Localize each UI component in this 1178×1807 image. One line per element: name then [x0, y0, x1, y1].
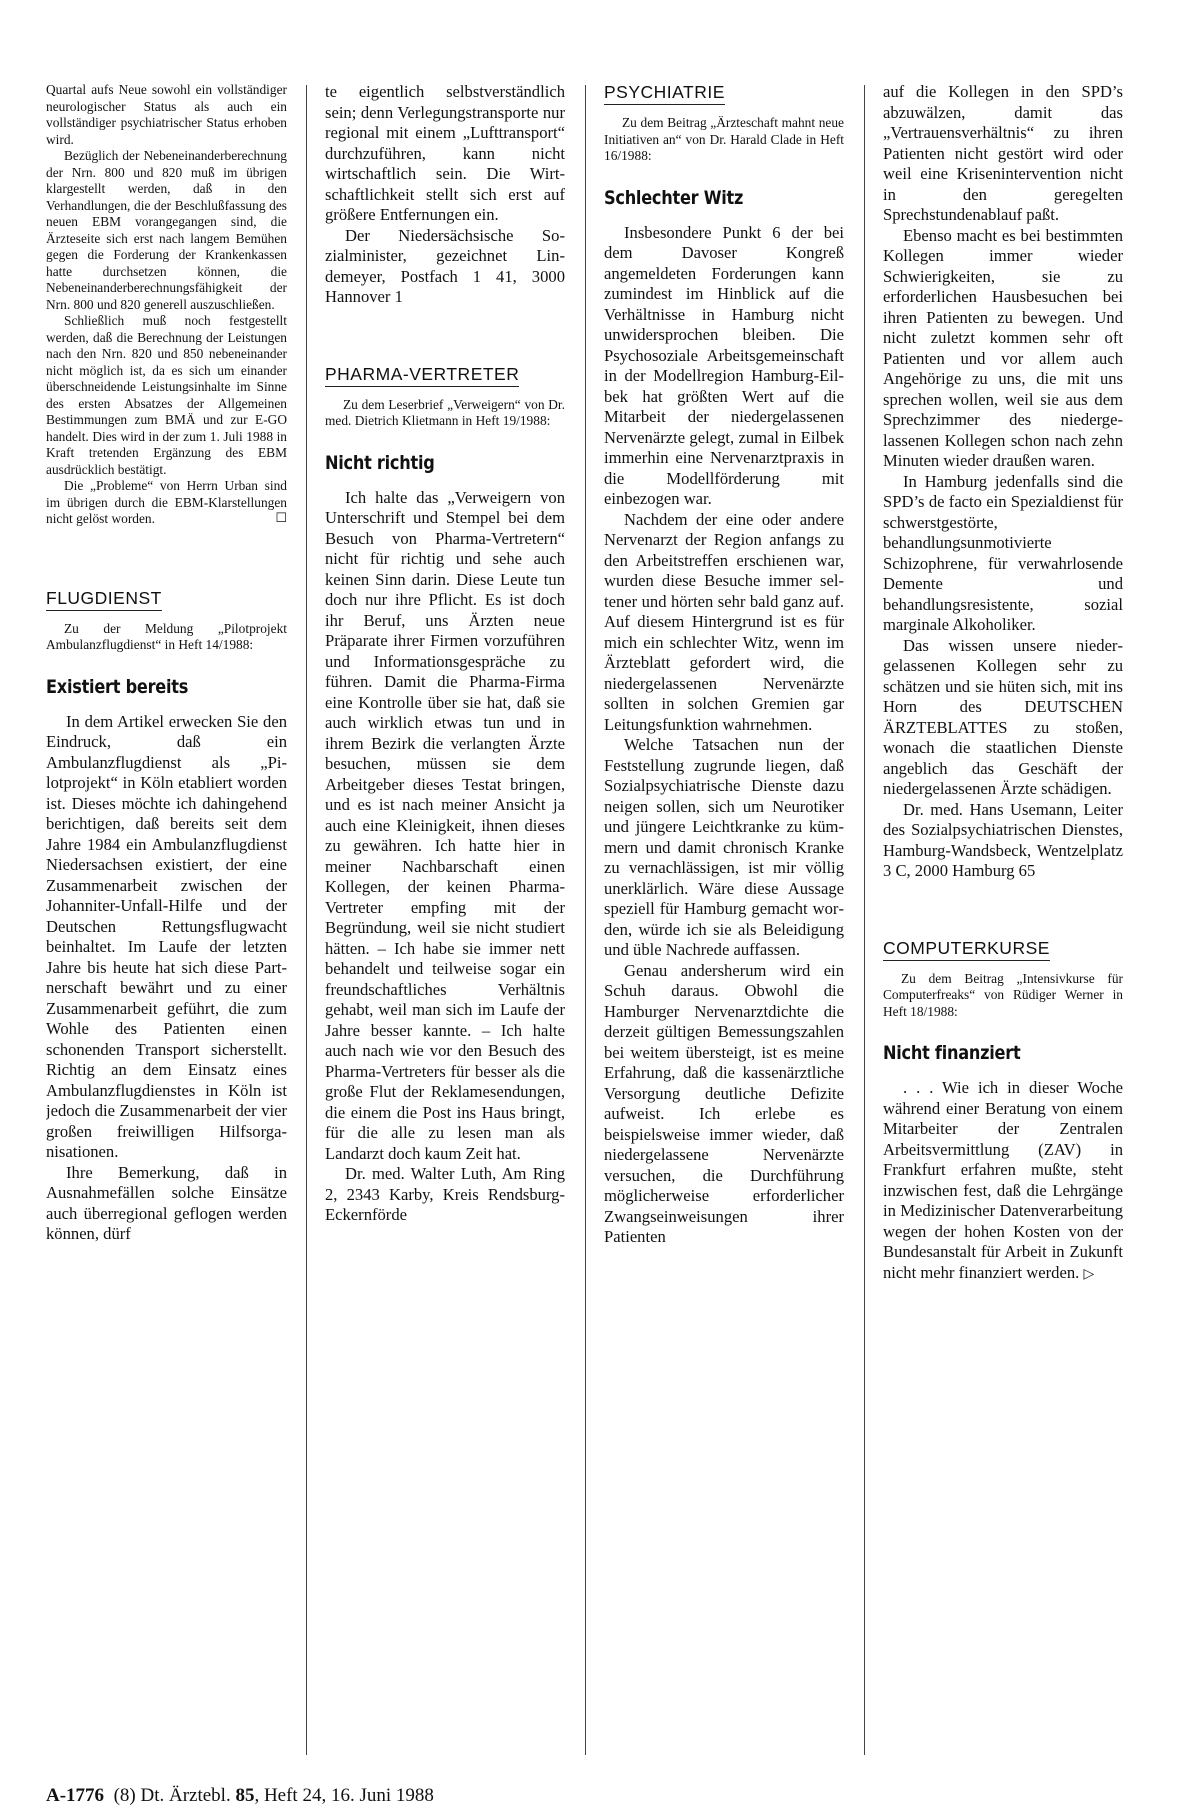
column-1 [46, 82, 287, 1762]
headline-existiert-bereits: Existiert bereits [46, 675, 189, 698]
signature: Dr. med. Walter Luth, Am Ring 2, 2343 Karby, Kreis Rendsburg-Eckernförde [325, 1164, 565, 1224]
letter-body [325, 488, 565, 1226]
section-heading-flugdienst: FLUGDIENST [46, 588, 162, 611]
paragraph: Bezüglich der Nebeneinanderberechnung der Nrn. 800 und 820 muß im übrigen klargestellt werden, daß in den Verhandlungen, die der Beschlußfassung des neuen EBM vorangegangen sind, die Ärzteseite sich erst nach langem Bemühen gegen die Forderung der Krankenkassen hatte durchsetzen können, die Nebeneinanderberechnungsfähigkeit der Nrn. 800 und 820 generell auszuschließen. [46, 148, 287, 312]
paragraph: te eigentlich selbstverständlich sein; denn Verlegungstransporte nur regional mit einem „Lufttransport“ durchzuführen, kann nicht wirtschaftlich sein. Die Wirtschaftlichkeit stellt sich erst auf größere Entfernungen ein. [325, 82, 565, 224]
column-3 [604, 82, 844, 1762]
reference-note: Zu dem Leserbrief „Verweigern“ von Dr. med. Dietrich Klietmann in Heft 19/1988: [325, 396, 565, 428]
letter-body-continued [883, 82, 1123, 882]
page-number: A-1776 [46, 1785, 105, 1806]
issue-date: , Heft 24, 16. Juni 1988 [254, 1785, 434, 1806]
section-heading-pharma-vertreter: PHARMA-VERTRETER [325, 364, 519, 387]
column-rule-1 [306, 85, 307, 1755]
reference-note: Zu der Meldung „Pilotprojekt Ambulanzflugdienst“ in Heft 14/1988: [46, 620, 287, 652]
paragraph: Genau andersherum wird ein Schuh daraus. Obwohl die Hamburger Nervenarztdichte die derzeit gültigen Bemessungszahlen bei weitem übersteigt, ist es meine Erfahrung, daß die kassenärztliche Versorgung deutliche Defizite aufweist. Ich erlebe es beispielsweise immer wieder, daß niedergelassene Nervenärzte versuchen, die Durchführung möglicherweise erforderlicher Zwangseinweisungen ihrer Patienten [604, 960, 844, 1246]
paragraph: Schließlich muß noch festgestellt werden, daß die Berechnung der Leistungen nach den Nrn. 820 und 850 nebeneinander nicht möglich ist, da es sich um einander überschneidende Leistungsinhalte im Sinne des ersten Absatzes der Allgemeinen Bestimmungen zum BMÄ und zur E-GO handelt. Dies wird in der zum 1. Juli 1988 in Kraft tretenden Ergänzung des EBM ausdrücklich bestätigt. [46, 313, 287, 477]
paragraph: Welche Tatsachen nun der Feststellung zugrunde liegen, daß Sozialpsychiatrische Dienste dazu neigen sollen, sich um Neurotiker und jüngere Leichtkranke zu kümmern und damit chronisch Kranke zu vernachlässigen, ist mir völlig unerklärlich. Wäre diese Aussage speziell für Hamburg gemacht worden, würde ich sie als Beleidigung und üble Nachrede auffassen. [604, 735, 844, 959]
paragraph: Nachdem der eine oder andere Nervenarzt der Region anfangs zu den Arbeitstreffen erschienen war, wurden diese Besuche immer seltener und hörten sehr bald ganz auf. Auf diesem Hintergrund ist es für mich ein schlechter Witz, wenn im Ärzteblatt gefordert wird, die niedergelassenen Nervenärzte sollten in solchen Gremien gar Leitungsfunktion wahrnehmen. [604, 509, 844, 734]
headline-nicht-richtig: Nicht richtig [325, 451, 435, 474]
section-heading-computerkurse: COMPUTERKURSE [883, 938, 1050, 961]
paragraph [883, 1078, 1123, 1284]
paragraph: Ebenso macht es bei bestimmten Kollegen immer wieder Schwierigkeiten, sie zu erforderlichen Hausbesuchen bei ihren Patienten zu bewegen. Und nicht zuletzt kommen sehr oft Patienten und vor allem auch Angehörige zu uns, die mit uns sprechen wollen, weil sie aus dem Sprechzimmer des niedergelassenen Kollegen schon nach zehn Minuten wieder draußen waren. [883, 225, 1123, 470]
section-heading-psychiatrie: PSYCHIATRIE [604, 82, 725, 105]
reference-note: Zu dem Beitrag „Intensivkurse für Computerfreaks“ von Rüdiger Werner in Heft 18/1988: [883, 970, 1123, 1019]
paragraph: auf die Kollegen in den SPD’s abzuwälzen, damit das „Vertrauensverhältnis“ zu ihren Patienten nicht gestört wird oder weil eine Krisenintervention nicht in den geregelten Sprechstundenablauf paßt. [883, 82, 1123, 224]
page-subnumber: (8) [113, 1785, 136, 1806]
paragraph: Ihre Bemerkung, daß in Ausnahmefällen solche Einsätze auch überregional geflogen werden können, dürf [46, 1162, 287, 1243]
column-4 [883, 82, 1123, 1762]
volume-number: 85 [235, 1785, 255, 1806]
paragraph: Das wissen unsere niedergelassenen Kollegen sehr zu schätzen und sie hüten sich, mit ins Horn des DEUTSCHEN ÄRZTEBLATTES zu stoßen, wonach die staatlichen Dienste angeblich das Geschäft der niedergelassenen Ärzte schädigen. [883, 635, 1123, 798]
paragraph: Insbesondere Punkt 6 der bei dem Davoser Kongreß angemeldeten Forderungen kann zumindest im Hinblick auf die Verhältnisse in Hamburg nicht unwidersprochen bleiben. Die Psychosoziale Arbeitsgemeinschaft in der Modellregion Hamburg-Eilbek hat größten Wert auf die Mitarbeit der niedergelassenen Nervenärzte gelegt, zumal in Eilbek immerhin eine Nervenarztpraxis in die Modellförderung mit einbezogen war. [604, 222, 844, 508]
paragraph [46, 478, 287, 528]
headline-nicht-finanziert: Nicht finanziert [883, 1042, 1021, 1064]
paragraph-text: . . . Wie ich in dieser Woche während einer Beratung von einem Mitarbeiter der Zentralen Arbeitsvermittlung (ZAV) in Frankfurt erfahren mußte, steht inzwischen fest, daß die Lehrgänge in Medizinischer Datenverarbeitung wegen der hohen Kosten von der Bundesanstalt für Arbeit in Zukunft nicht mehr finanziert werden. [883, 1078, 1123, 1282]
signature: Der Niedersächsische Sozialminister, gezeichnet Lindemeyer, Postfach 1 41, 3000 Hannover 1 [325, 225, 565, 306]
continue-arrow-icon: ▷ [1083, 1265, 1095, 1282]
letter-body-continued [325, 82, 565, 308]
paragraph: Ich halte das „Verweigern von Unterschrift und Stempel bei dem Besuch von Pharma-Vertretern“ nicht für richtig und sehe auch keinen Sinn darin. Diese Leute tun doch nur ihre Pflicht. Es ist doch ihr Beruf, uns Ärzten neue Präparate ihrer Firmen vorzuführen und Informationsgespräche zu führen. Damit die Pharma-Firma eine Kontrolle über sie hat, daß sie auch wirklich etwas tun und in ihrem Bezirk die verlangten Ärzte besuchen, müssen sie dem Arbeitgeber dieses Testat bringen, und es ist nach meiner Ansicht ja auch eine Kleinigkeit, ihnen dieses zu gewähren. Ich hatte hier in meiner Nachbarschaft einen Kollegen, der keinen Pharma-Vertreter empfing mit der Begründung, weil sie nicht studiert hätten. – Ich habe sie immer nett behandelt und teilweise sogar ein freundschaftliches Verhältnis gehabt, weil man sich im Laufe der Jahre besser kannte. – Ich halte auch nach wie vor den Besuch des Pharma-Vertreters für besser als die große Flut der Reklamesendungen, die einem die Post ins Haus bringt, für die alle zu lesen man als Landarzt doch kaum Zeit hat. [325, 487, 565, 1163]
journal-name: Dt. Ärztebl. [140, 1785, 231, 1806]
page-footer [46, 1785, 434, 1807]
continued-letter [46, 82, 287, 528]
paragraph: Quartal aufs Neue sowohl ein vollständiger neurologischer Status als auch ein vollständiger psychiatrischer Status erhoben wird. [46, 82, 287, 147]
signature: Dr. med. Hans Usemann, Leiter des Sozialpsychiatrischen Dienstes, Hamburg-Wandsbeck, Wentzelplatz 3 C, 2000 Hamburg 65 [883, 799, 1123, 880]
headline-schlechter-witz: Schlechter Witz [604, 186, 744, 209]
letter-body [604, 223, 844, 1248]
end-mark-icon: ☐ [275, 511, 287, 526]
letter-body [883, 1078, 1123, 1284]
column-rule-2 [585, 85, 586, 1755]
column-rule-3 [864, 85, 865, 1755]
letter-body [46, 712, 287, 1245]
paragraph-text: Die „Probleme“ von Herrn Urban sind im übrigen durch die EBM-Klarstellungen nicht gelöst worden. [46, 478, 287, 526]
paragraph: In dem Artikel erwecken Sie den Eindruck, daß ein Ambulanzflugdienst als „Pilotprojekt“ in Köln etabliert worden ist. Dieses möchte ich dahingehend berichtigen, daß bereits seit dem Jahre 1984 ein Ambulanzflugdienst Niedersachsen existiert, der eine Zusammenarbeit zwischen der Johanniter-Unfall-Hilfe und der Deutschen Rettungsflugwacht beinhaltet. Im Laufe der letzten Jahre bis heute hat sich diese Partnerschaft bewährt und zu einer Zusammenarbeit geführt, die zum Wohle des Patienten einen schonenden Transport sicherstellt. Richtig an dem Einsatz eines Ambulanzflugdienstes in Köln ist jedoch die Zusammenarbeit der vier großen freiwilligen Hilfsorganisationen. [46, 711, 287, 1161]
column-2 [325, 82, 565, 1762]
paragraph: In Hamburg jedenfalls sind die SPD’s de facto ein Spezialdienst für schwerstgestörte, behandlungsunmotivierte Schizophrene, für verwahrlosende Demente und behandlungsresistente, sozial marginale Alkoholiker. [883, 471, 1123, 634]
reference-note: Zu dem Beitrag „Ärzteschaft mahnt neue Initiativen an“ von Dr. Harald Clade in Heft 16/1988: [604, 115, 844, 163]
